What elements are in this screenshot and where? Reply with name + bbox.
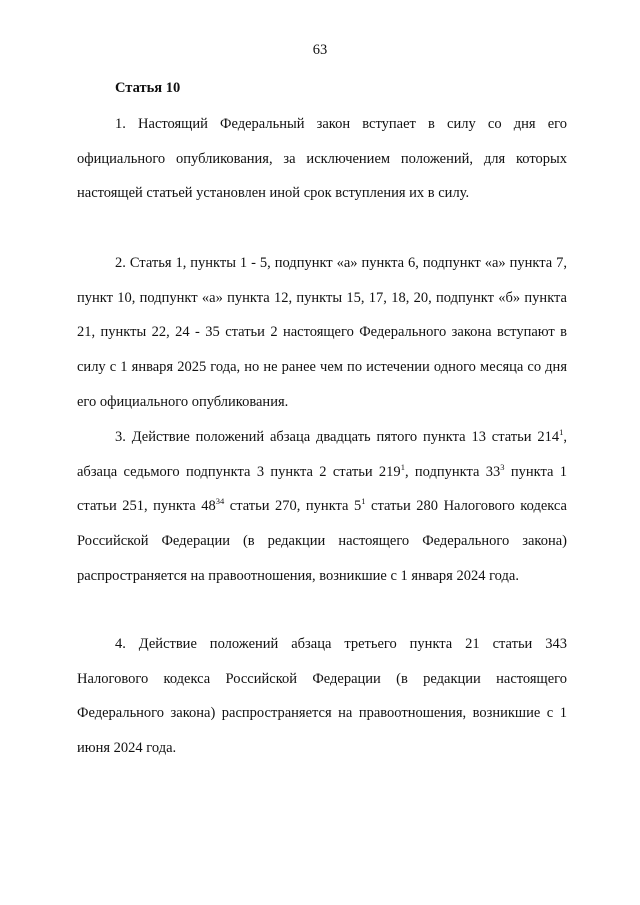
article-title: Статья 10: [115, 80, 181, 96]
paragraph-3-text-2: , абзаца седьмого подпункта 3 пункта 2 статьи 219: [77, 429, 567, 480]
superscript-5: 1: [361, 496, 366, 507]
paragraph-3-text-1: 3. Действие положений абзаца двадцать пятого пункта 13 статьи 214: [115, 429, 560, 445]
paragraph-4: 4. Действие положений абзаца третьего пункта 21 статьи 343 Налогового кодекса Российской Федерации (в редакции настоящего Федерального закона) распространяется на правоотношения, возникшие с 1 июня 2024 года.: [77, 636, 567, 757]
paragraph-1: 1. Настоящий Федеральный закон вступает в силу со дня его официального опубликования, за исключением положений, для которых настоящей статьей установлен иной срок вступления их в силу.: [77, 116, 567, 202]
paragraph-3-text-3: , подпункта 33: [404, 463, 501, 480]
superscript-2: 1: [400, 461, 405, 472]
superscript-4: 34: [215, 496, 225, 507]
superscript-3: 3: [500, 461, 505, 472]
superscript-1: 1: [559, 427, 564, 437]
paragraph-3-text-5: статьи 270, пункта 5: [224, 498, 362, 515]
page-number: 63: [312, 42, 328, 58]
paragraph-3-text-6: статьи 280 Налогового кодекса Российской Федерации (в редакции настоящего Федерального закона) распространяется на правоотношения, возникшие с 1 января 2024 года.: [77, 498, 567, 584]
paragraph-2: 2. Статья 1, пункты 1 - 5, подпункт «а» пункта 6, подпункт «а» пункта 7, пункт 10, подпункт «а» пункта 12, пункты 15, 17, 18, 20, подпункт «б» пункта 21, пункты 22, 24 - 35 статьи 2 настоящего Федерального закона вступают в силу с 1 января 2025 года, но не ранее чем по истечении одного месяца со дня его официального опубликования.: [77, 255, 567, 410]
paragraph-3: [77, 420, 567, 594]
paragraph-3-text-4: пункта 1 статьи 251, пункта 48: [77, 463, 567, 515]
